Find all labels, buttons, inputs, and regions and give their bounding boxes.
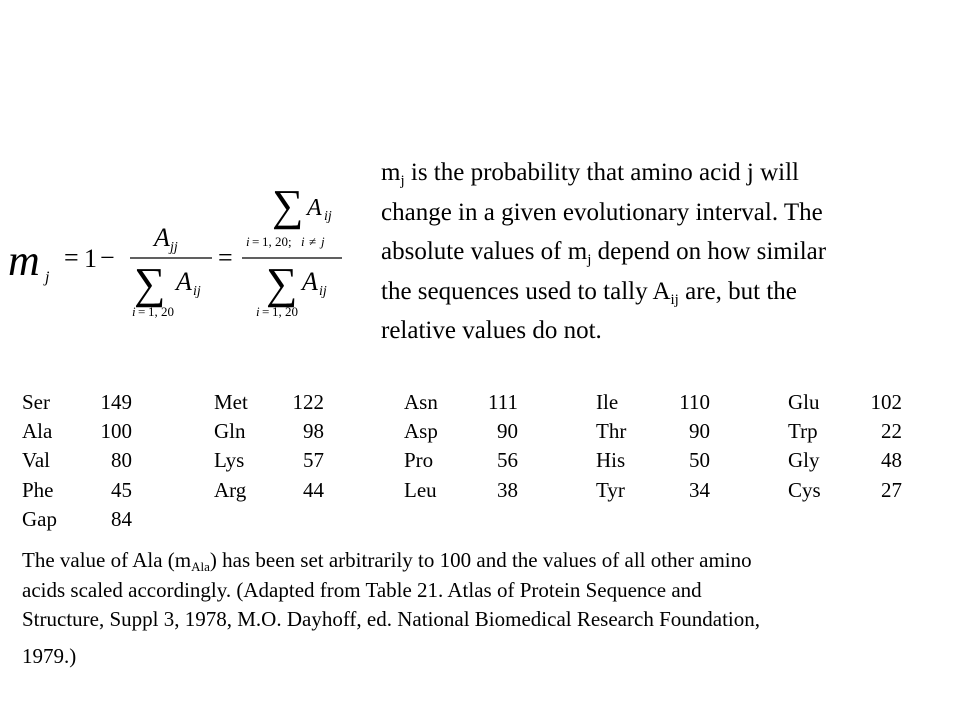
fraction2-sigma-bottom: ∑ xyxy=(266,259,298,308)
mutability-value: 27 xyxy=(881,477,902,502)
fraction2-limit-bottom-i: i xyxy=(256,304,260,319)
mutability-value: 56 xyxy=(497,448,518,473)
fraction1-numerator-subscript: jj xyxy=(170,240,178,255)
mutability-value: 80 xyxy=(111,448,132,473)
amino-acid-name: Tyr xyxy=(596,477,625,502)
formula-m: m xyxy=(8,236,40,285)
amino-acid-name: Thr xyxy=(596,419,627,444)
fraction2-denominator-subscript: ij xyxy=(319,284,327,299)
fraction2-limit-top-range: 1, 20; xyxy=(262,234,292,249)
amino-acid-name: Pro xyxy=(404,448,434,473)
fraction2-numerator-A: A xyxy=(307,195,322,221)
fraction1-denominator-A: A xyxy=(176,267,192,296)
gap-label: Gap xyxy=(22,506,57,531)
amino-acid-name: Ala xyxy=(22,419,53,444)
mutability-value: 50 xyxy=(689,448,710,473)
amino-acid-name: Glu xyxy=(788,390,820,414)
fraction1-sigma: ∑ xyxy=(134,259,166,308)
mutability-value: 102 xyxy=(870,390,902,414)
amino-acid-name: His xyxy=(596,448,626,473)
footnote-line: The value of Ala $(m_{Ala})$ has been set arbitrarily to 100 and the values of all other amino xyxy=(22,548,752,574)
mutability-description xyxy=(381,153,956,351)
fraction1-denominator-subscript: ij xyxy=(193,284,201,299)
amino-acid-name: Lys xyxy=(214,448,245,473)
amino-acid-name: Val xyxy=(22,448,50,473)
amino-acid-name: Ile xyxy=(596,390,619,414)
description-line: change in a given evolutionary interval. The xyxy=(381,198,823,226)
fraction2-numerator-subscript: ij xyxy=(324,209,332,224)
mutability-value: 57 xyxy=(303,448,324,473)
description-line: relative values do not. xyxy=(381,317,602,344)
gap-value: 84 xyxy=(111,506,132,531)
mutability-value: 122 xyxy=(292,390,324,414)
formula-equals-2: = xyxy=(218,243,233,272)
fraction2-limit-top-i: i xyxy=(246,234,250,249)
mutability-formula xyxy=(0,180,370,330)
amino-acid-name: Met xyxy=(214,390,248,414)
mutability-value: 22 xyxy=(881,419,902,444)
footnote-line: 1979.) xyxy=(22,643,77,668)
amino-acid-name: Asn xyxy=(404,390,438,414)
fraction2-limit-top-equals: = xyxy=(252,234,260,249)
fraction1-limit-i: i xyxy=(132,304,136,319)
amino-acid-name: Cys xyxy=(788,477,821,502)
mutability-value: 45 xyxy=(111,477,132,502)
fraction2-limit-bottom-equals: = xyxy=(262,304,270,319)
fraction1-numerator-A: A xyxy=(154,223,170,252)
amino-acid-name: Gly xyxy=(788,448,820,473)
mutability-value: 90 xyxy=(497,419,518,444)
mutability-value: 90 xyxy=(689,419,710,444)
formula-m-subscript: j xyxy=(45,269,50,286)
formula-one: 1 xyxy=(84,244,97,273)
fraction2-limit-top-ne: ≠ xyxy=(309,234,317,249)
formula-equals-1: = xyxy=(64,243,79,272)
fraction1-limit-range: 1, 20 xyxy=(148,304,174,319)
fraction2-sigma-top: ∑ xyxy=(272,181,304,230)
mutability-value: 48 xyxy=(881,448,902,473)
mutability-value: 110 xyxy=(679,390,710,414)
fraction1-limit-equals: = xyxy=(138,304,146,319)
description-line: absolute values of $m_j$ depend on how similar xyxy=(381,238,827,268)
mutability-value: 38 xyxy=(497,477,518,502)
mutability-value: 111 xyxy=(488,390,518,414)
amino-acid-name: Asp xyxy=(404,419,438,444)
fraction2-denominator-A: A xyxy=(302,267,318,296)
description-line: $m_j$ is the probability that amino acid j will xyxy=(381,159,799,189)
amino-acid-name: Ser xyxy=(22,390,50,414)
fraction2-limit-top-i2: i xyxy=(301,234,305,249)
mutability-value: 44 xyxy=(303,477,324,502)
fraction2-limit-bottom-range: 1, 20 xyxy=(272,304,298,319)
mutability-value: 34 xyxy=(689,477,710,502)
mutability-value: 149 xyxy=(100,390,132,414)
amino-acid-name: Leu xyxy=(404,477,437,502)
footnote-line: acids scaled accordingly. (Adapted from Table 21. Atlas of Protein Sequence and xyxy=(22,577,702,602)
formula-graphic xyxy=(0,180,370,330)
description-line: the sequences used to tally $A_{ij}$ are, but the xyxy=(381,277,797,308)
amino-acid-name: Arg xyxy=(214,477,247,502)
amino-acid-name: Trp xyxy=(788,419,818,444)
formula-minus: − xyxy=(100,243,115,272)
mutability-value: 98 xyxy=(303,419,324,444)
mutability-value: 100 xyxy=(100,419,132,444)
footnote-line: Structure, Suppl 3, 1978, M.O. Dayhoff, ed. National Biomedical Research Foundation, xyxy=(22,607,760,631)
fraction2-limit-top-j: j xyxy=(321,234,325,249)
amino-acid-name: Phe xyxy=(22,477,54,502)
amino-acid-name: Gln xyxy=(214,419,246,444)
footnote xyxy=(22,546,957,671)
